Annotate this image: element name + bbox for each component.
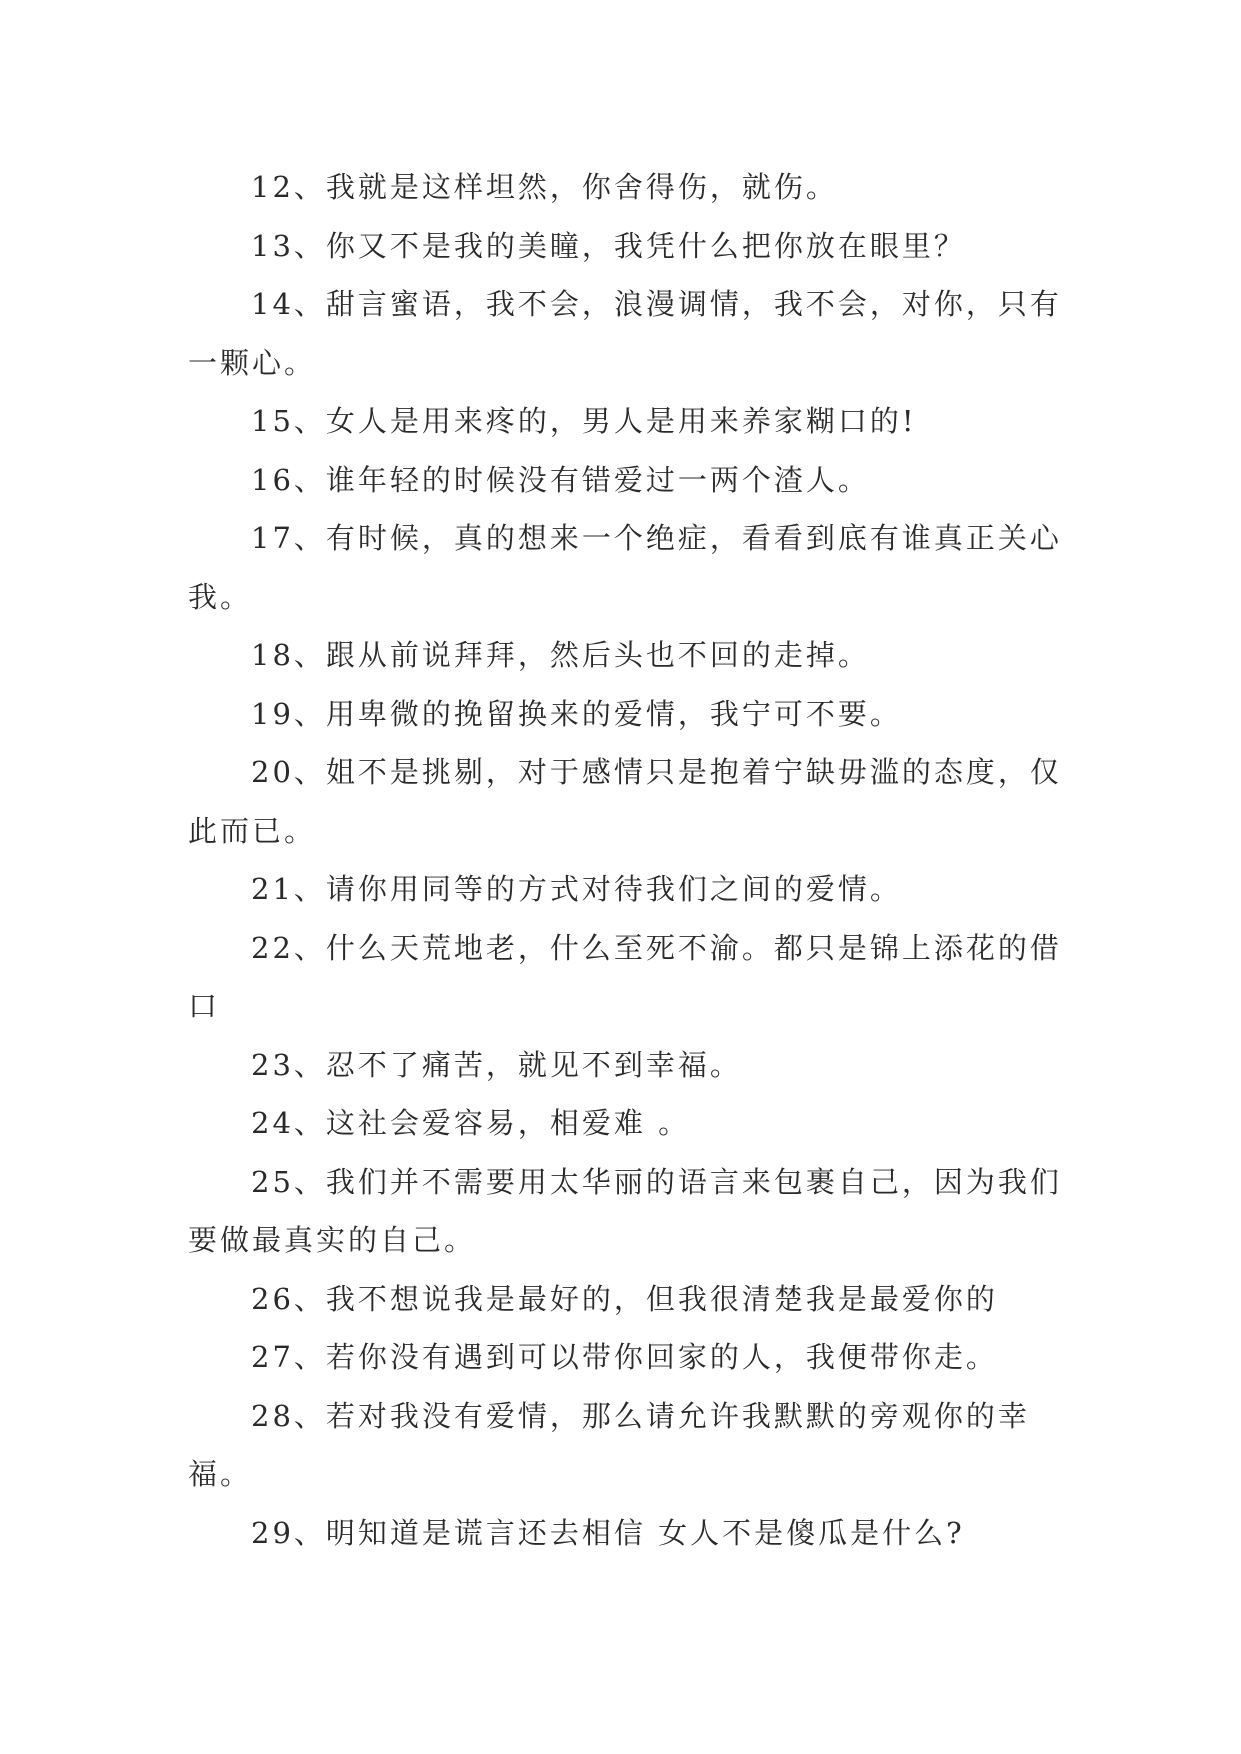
paragraph: 16、谁年轻的时候没有错爱过一两个渣人。 [251, 462, 870, 497]
paragraph: 18、跟从前说拜拜，然后头也不回的走掉。 [251, 638, 870, 672]
paragraph: 21、请你用同等的方式对待我们之间的爱情。 [251, 872, 902, 906]
paragraph: 25、我们并不需要用太华丽的语言来包裹自己，因为我们要做最真实的自己。 [188, 1164, 1062, 1257]
paragraph: 26、我不想说我是最好的，但我很清楚我是最爱你的 [251, 1281, 998, 1316]
paragraph: 19、用卑微的挽留换来的爱情，我宁可不要。 [251, 696, 902, 731]
paragraph: 28、若对我没有爱情，那么请允许我默默的旁观你的幸福。 [188, 1398, 1030, 1491]
paragraph: 12、我就是这样坦然，你舍得伤，就伤。 [251, 170, 838, 204]
document-body [188, 158, 1068, 1562]
paragraph: 13、你又不是我的美瞳，我凭什么把你放在眼里？ [251, 228, 966, 263]
paragraph: 15、女人是用来疼的，男人是用来养家糊口的! [251, 404, 917, 438]
paragraph: 14、甜言蜜语，我不会，浪漫调情，我不会，对你，只有一颗心。 [188, 287, 1062, 380]
paragraph: 20、姐不是挑剔，对于感情只是抱着宁缺毋滥的态度，仅此而已。 [188, 755, 1062, 848]
paragraph: 29、明知道是谎言还去相信 女人不是傻瓜是什么? [251, 1515, 965, 1550]
paragraph: 22、什么天荒地老，什么至死不渝。都只是锦上添花的借口 [188, 930, 1062, 1023]
paragraph: 24、这社会爱容易，相爱难 。 [251, 1106, 691, 1140]
paragraph: 27、若你没有遇到可以带你回家的人，我便带你走。 [251, 1340, 998, 1374]
paragraph: 17、有时候，真的想来一个绝症，看看到底有谁真正关心我。 [188, 521, 1062, 614]
paragraph: 23、忍不了痛苦，就见不到幸福。 [251, 1047, 742, 1082]
